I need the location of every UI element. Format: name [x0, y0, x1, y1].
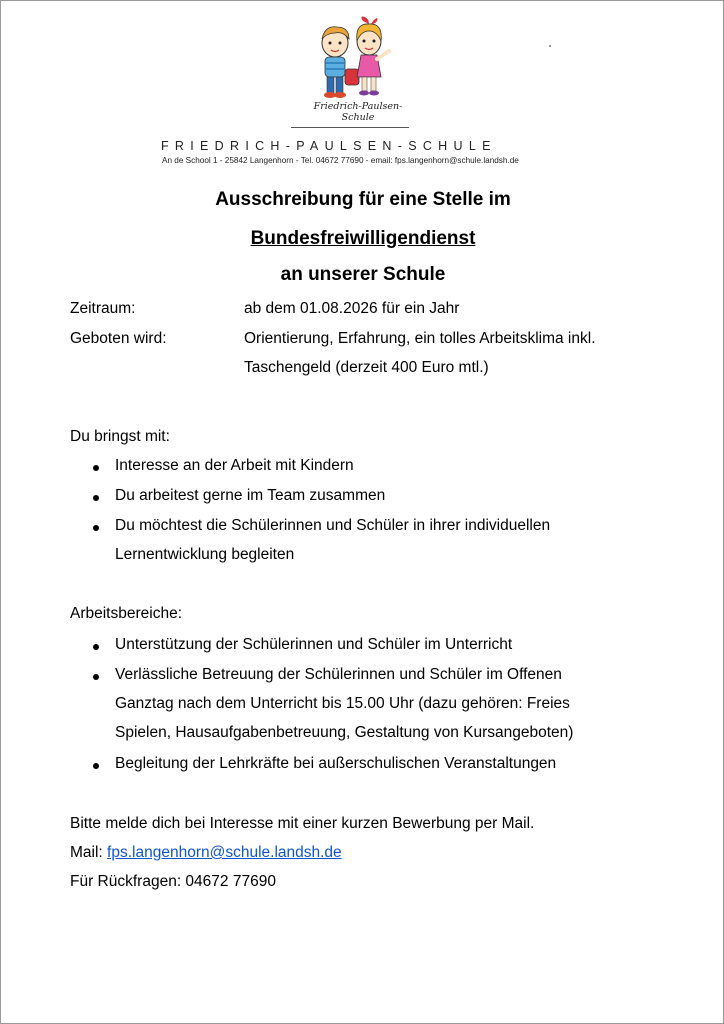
bullet-icon — [93, 465, 99, 471]
requirement-item-continued: Lernentwicklung begleiten — [115, 546, 295, 563]
girl-figure-icon — [357, 17, 389, 96]
work-area-item: Unterstützung der Schülerinnen und Schüler im Unterricht — [115, 636, 513, 653]
logo-divider — [291, 127, 409, 128]
contact-mail-line — [70, 844, 342, 862]
work-area-item-continued: Spielen, Hausaufgabenbetreuung, Gestaltung von Kursangeboten) — [115, 724, 574, 741]
title-line-3: an unserer Schule — [280, 264, 446, 285]
bullet-icon — [93, 674, 99, 680]
boy-figure-icon — [322, 27, 349, 98]
requirement-item: Du möchtest die Schülerinnen und Schüler in ihrer individuellen — [115, 517, 551, 534]
school-address: An de School 1 - 25842 Langenhorn - Tel. 04672 77690 - email: fps.langenhorn@schule.landsh.de — [162, 156, 519, 165]
work-areas-heading: Arbeitsbereiche: — [70, 605, 183, 622]
period-value: ab dem 01.08.2026 für ein Jahr — [244, 300, 460, 317]
stray-mark — [549, 45, 551, 47]
title-line-1: Ausschreibung für eine Stelle im — [215, 189, 511, 210]
offered-value-line-1: Orientierung, Erfahrung, ein tolles Arbeitsklima inkl. — [244, 330, 596, 347]
bullet-icon — [93, 644, 99, 650]
requirements-heading: Du bringst mit: — [70, 428, 170, 445]
title-line-2: Bundesfreiwilligendienst — [250, 228, 476, 249]
mail-label: Mail: — [70, 844, 108, 861]
offered-label: Geboten wird: — [70, 330, 167, 347]
contact-intro: Bitte melde dich bei Interesse mit einer kurzen Bewerbung per Mail. — [70, 815, 535, 832]
offered-value-line-2: Taschengeld (derzeit 400 Euro mtl.) — [244, 359, 489, 376]
work-area-item-continued: Ganztag nach dem Unterricht bis 15.00 Uhr (dazu gehören: Freies — [115, 695, 570, 712]
requirement-item: Interesse an der Arbeit mit Kindern — [115, 457, 354, 474]
mail-link[interactable]: fps.langenhorn@schule.landsh.de — [107, 844, 342, 861]
contact-phone: Für Rückfragen: 04672 77690 — [70, 873, 276, 890]
work-area-item: Begleitung der Lehrkräfte bei außerschulischen Veranstaltungen — [115, 755, 557, 772]
bullet-icon — [93, 525, 99, 531]
period-label: Zeitraum: — [70, 300, 136, 317]
bullet-icon — [93, 495, 99, 501]
school-name: FRIEDRICH-PAULSEN-SCHULE — [161, 139, 497, 153]
logo-script-text: Friedrich-Paulsen-Schule — [313, 101, 403, 123]
requirement-item: Du arbeitest gerne im Team zusammen — [115, 487, 386, 504]
bullet-icon — [93, 763, 99, 769]
work-area-item: Verlässliche Betreuung der Schülerinnen und Schüler im Offenen — [115, 666, 562, 683]
